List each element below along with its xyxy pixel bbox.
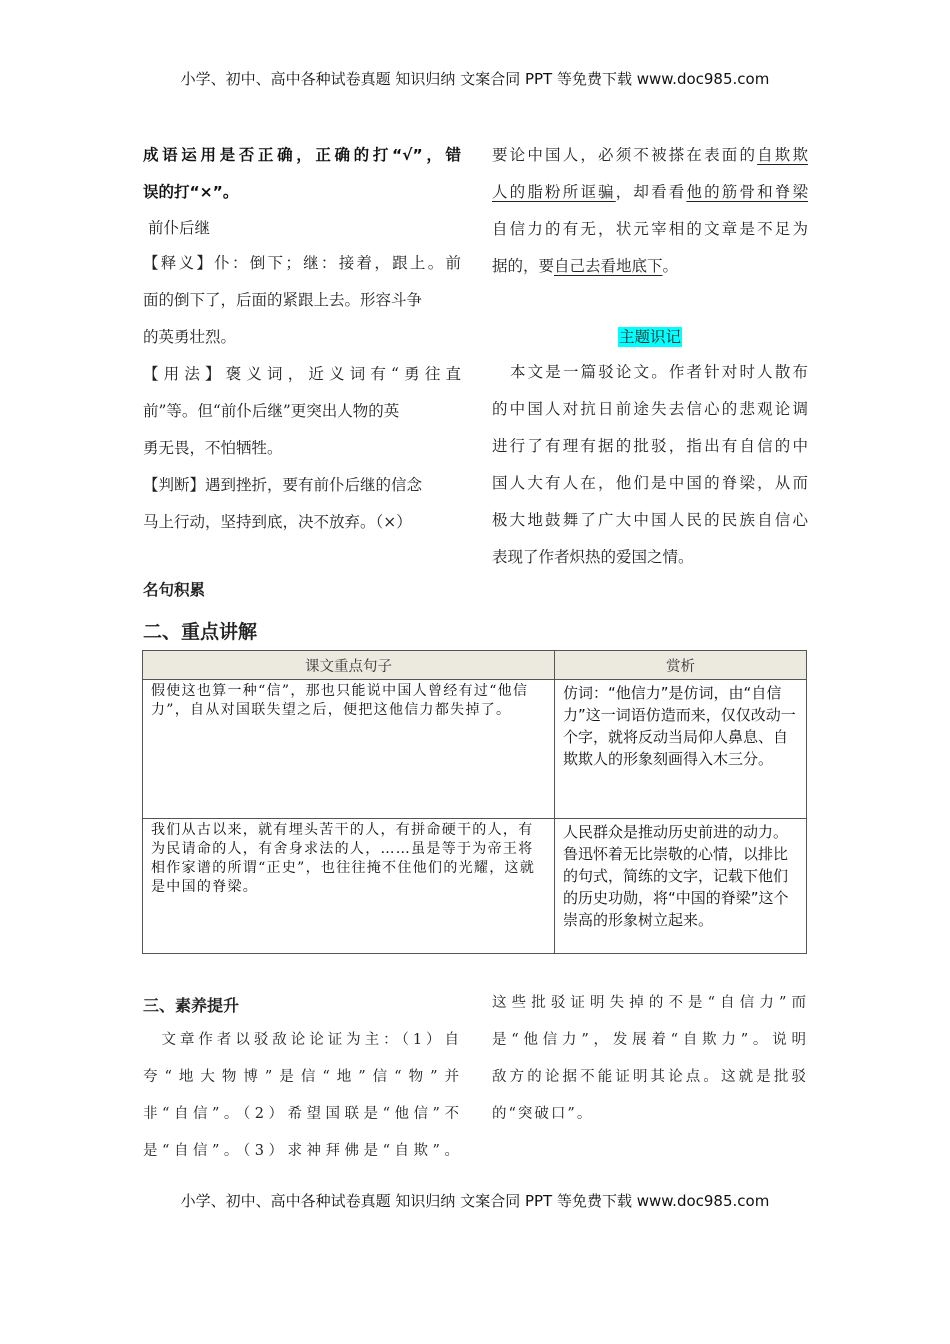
section-famous-sentences: 名句积累 bbox=[143, 581, 206, 599]
quote-underlined: 自欺欺 bbox=[757, 146, 808, 164]
quote-underlined: 自己去看地底下 bbox=[554, 257, 663, 275]
theme-title-line bbox=[492, 320, 808, 354]
quote-text: 。 bbox=[662, 257, 679, 275]
literacy-line: 是“自信”。（3）求神拜佛是“自欺”。 bbox=[143, 1143, 461, 1159]
theme-line: 进行了有理有据的批驳，指出有自信的中 bbox=[492, 437, 808, 455]
table-row bbox=[143, 819, 807, 954]
famous-quote bbox=[492, 137, 808, 285]
literacy-line: 夸“地大物博”是信“地”信“物”并 bbox=[143, 1069, 461, 1085]
theme-title: 主题识记 bbox=[618, 328, 681, 346]
literacy-line: 是“他信力”，发展着“自欺力”。说明 bbox=[492, 1032, 808, 1048]
section-literacy: 三、素养提升 bbox=[143, 996, 240, 1015]
analysis-cell: 人民群众是推动历史前进的动力。鲁迅怀着无比崇敬的心情，以排比的句式，简练的文字，记载下他们的历史功勋，将“中国的脊梁”这个崇高的形象树立起来。 bbox=[555, 819, 807, 954]
quote-line: 自信力的有无，状元宰相的文章是不足为 bbox=[492, 220, 808, 238]
instruction-line: 成语运用是否正确，正确的打“√”，错 bbox=[143, 146, 461, 164]
usage-line: 【用法】褒义词，近义词有“勇往直 bbox=[143, 365, 461, 383]
literacy-right bbox=[492, 985, 808, 1133]
literacy-line: 非“自信”。（2）希望国联是“他信”不 bbox=[143, 1106, 461, 1122]
theme-line: 本文是一篇驳论文。作者针对时人散布 bbox=[510, 363, 808, 381]
usage-line: 勇无畏，不怕牺牲。 bbox=[143, 439, 283, 457]
section-key-points: 二、重点讲解 bbox=[143, 621, 258, 643]
table-row bbox=[143, 680, 807, 819]
literacy-line: 的“突破口”。 bbox=[492, 1106, 594, 1122]
key-sentence-cell: 我们从古以来，就有埋头苦干的人，有拼命硬干的人，有为民请命的人，有舍身求法的人，……虽是等于为帝王将相作家谱的所谓“正史”，也往往掩不住他们的光耀，这就是中国的脊梁。 bbox=[143, 819, 555, 954]
analysis-cell: 仿词：“他信力”是仿词，由“自信力”这一词语仿造而来，仅仅改动一个字，就将反动当局仰人鼻息、自欺欺人的形象刻画得入木三分。 bbox=[555, 680, 807, 819]
theme-line: 表现了作者炽热的爱国之情。 bbox=[492, 548, 694, 566]
key-sentence-cell: 假使这也算一种“信”，那也只能说中国人曾经有过“他信力”，自从对国联失望之后，便把这他信力都失掉了。 bbox=[143, 680, 555, 819]
judge-line: 马上行动，坚持到底，决不放弃。（×） bbox=[143, 513, 412, 531]
theme-line: 的中国人对抗日前途失去信心的悲观论调 bbox=[492, 400, 808, 418]
quote-line bbox=[492, 137, 808, 174]
literacy-left bbox=[143, 1022, 461, 1170]
judge-line: 【判断】遇到挫折，要有前仆后继的信念 bbox=[143, 476, 423, 494]
column-header-analysis: 赏析 bbox=[555, 651, 807, 680]
meaning-line: 的英勇壮烈。 bbox=[143, 328, 237, 346]
quote-line bbox=[492, 174, 808, 211]
instruction-line: 误的打“×”。 bbox=[143, 183, 239, 201]
page-footer: 小学、初中、高中各种试卷真题 知识归纳 文案合同 PPT 等免费下载 www.doc985.com bbox=[180, 1192, 770, 1210]
theme-section bbox=[492, 320, 808, 576]
usage-line: 前”等。但“前仆后继”更突出人物的英 bbox=[143, 402, 400, 420]
page-header: 小学、初中、高中各种试卷真题 知识归纳 文案合同 PPT 等免费下载 www.doc985.com bbox=[180, 70, 770, 88]
quote-text: 据的，要 bbox=[492, 257, 555, 275]
idiom-word: 前仆后继 bbox=[148, 219, 211, 237]
literacy-line: 文章作者以驳敌论论证为主：（1）自 bbox=[143, 1032, 461, 1048]
quote-text: 要论中国人，必须不被搽在表面的 bbox=[492, 146, 758, 164]
theme-line: 极大地鼓舞了广大中国人民的民族自信心 bbox=[492, 511, 808, 529]
meaning-line: 【释义】仆：倒下；继：接着，跟上。前 bbox=[143, 254, 461, 272]
quote-underlined: 他的筋骨和脊梁 bbox=[686, 183, 808, 201]
key-sentences-table bbox=[142, 650, 807, 954]
quote-underlined: 人的脂粉所诓骗 bbox=[492, 183, 616, 201]
meaning-line: 面的倒下了，后面的紧跟上去。形容斗争 bbox=[143, 291, 423, 309]
quote-text: ，却看看 bbox=[615, 183, 687, 201]
literacy-line: 敌方的论据不能证明其论点。这就是批驳 bbox=[492, 1069, 808, 1085]
quote-line bbox=[492, 248, 808, 285]
column-header-sentence: 课文重点句子 bbox=[143, 651, 555, 680]
literacy-line: 这些批驳证明失掉的不是“自信力”而 bbox=[492, 995, 808, 1011]
theme-line: 国人大有人在，他们是中国的脊梁，从而 bbox=[492, 474, 808, 492]
idiom-exercise bbox=[143, 137, 461, 541]
table-header-row bbox=[143, 651, 807, 680]
